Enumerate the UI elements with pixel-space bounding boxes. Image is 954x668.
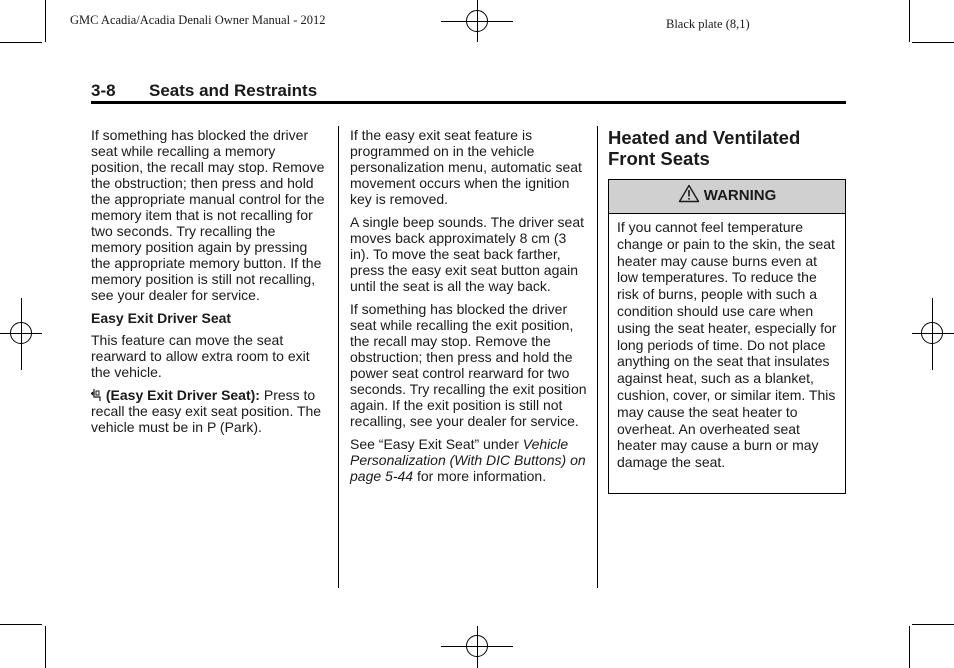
crop-mark — [45, 626, 46, 668]
running-header-plate: Black plate (8,1) — [666, 17, 750, 31]
registration-circle — [466, 635, 488, 657]
paragraph: If something has blocked the driver seat while recalling a memory position, the recall may stop. Remove the obstruction; then press and hold the appropriate manual control for the memory item that is not recalling for two seconds. Try recalling the memory position again by pressing the appropriate memory button. If the memory position is still not recalling, see your dealer for service. — [91, 127, 325, 303]
section-name: Seats and Restraints — [149, 81, 318, 100]
crop-mark — [909, 0, 910, 42]
heading-line: Front Seats — [608, 148, 710, 169]
subheading: Easy Exit Driver Seat — [91, 310, 232, 326]
column-1 — [91, 127, 327, 442]
warning-header — [609, 180, 845, 214]
cross-reference-link[interactable]: Vehicle Personalization (With DIC Buttons) on page 5-44 — [350, 436, 586, 484]
crop-mark — [912, 624, 954, 625]
paragraph — [350, 436, 588, 484]
crop-mark — [45, 0, 46, 42]
registration-circle — [921, 322, 943, 344]
heading-line: Heated and Ventilated — [608, 127, 801, 148]
crop-mark — [909, 626, 910, 668]
easy-exit-seat-icon — [91, 388, 102, 402]
crop-mark — [0, 624, 42, 625]
warning-triangle-icon — [678, 184, 700, 203]
paragraph: This feature can move the seat rearward to allow extra room to exit the vehicle. — [91, 332, 310, 380]
crop-mark — [912, 42, 954, 43]
running-header-title: GMC Acadia/Acadia Denali Owner Manual - 2012 — [70, 13, 326, 27]
reference-suffix: for more information. — [413, 468, 547, 484]
control-label: (Easy Exit Driver Seat): — [105, 387, 260, 403]
registration-circle — [10, 322, 32, 344]
paragraph — [91, 387, 327, 435]
subsection-heading — [608, 127, 800, 169]
reference-prefix: See “Easy Exit Seat” under — [350, 436, 523, 452]
column-2 — [350, 127, 588, 491]
warning-box — [608, 179, 846, 494]
paragraph: If something has blocked the driver seat while recalling the exit position, the recall may stop. Remove the obstruction; then press and hold the power seat control rearward for two seconds. Try recalling the exit position again. If the exit position is still not recalling, see your dealer for service. — [350, 301, 587, 429]
section-number: 3-8 — [91, 81, 116, 100]
registration-circle — [466, 10, 488, 32]
warning-label: WARNING — [703, 187, 777, 204]
control-description: Press to recall the easy exit seat position. The vehicle must be in P (Park). — [91, 387, 322, 435]
section-rule — [91, 101, 846, 104]
warning-text: If you cannot feel temperature change or pain to the skin, the seat heater may cause burns even at low temperatures. To reduce the risk of burns, people with such a condition should use care when using the seat heater, especially for long periods of time. Do not place anything on the seat that insulates against heat, such as a blanket, cushion, cover, or similar item. This may cause the seat heater to overheat. An overheated seat heater may cause a burn or may damage the seat. — [617, 219, 837, 471]
crop-mark — [0, 42, 42, 43]
paragraph: A single beep sounds. The driver seat moves back approximately 8 cm (3 in). To move the seat back farther, press the easy exit seat button again until the seat is all the way back. — [350, 214, 585, 294]
column-divider — [597, 126, 598, 588]
column-divider — [338, 126, 339, 588]
paragraph: If the easy exit seat feature is programmed on in the vehicle personalization menu, automatic seat movement occurs when the ignition key is removed. — [350, 127, 582, 207]
section-title — [91, 81, 317, 101]
